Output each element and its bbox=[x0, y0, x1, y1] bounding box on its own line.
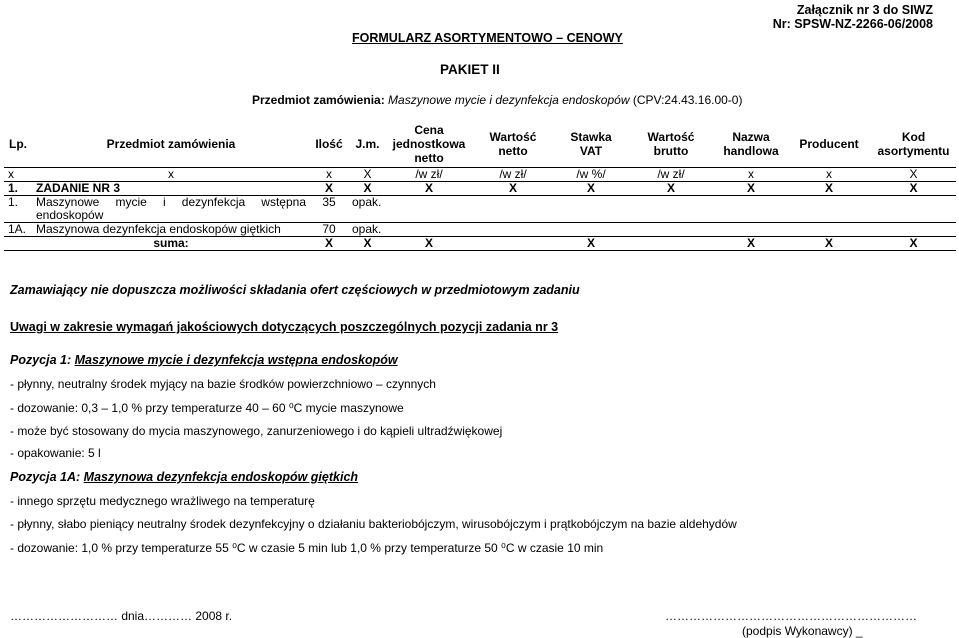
list-item: - płynny, neutralny środek myjący na bazie środków powierzchniowo – czynnych bbox=[10, 377, 436, 391]
position-1a-label: Pozycja 1A: bbox=[10, 470, 81, 484]
table-header-row bbox=[4, 121, 956, 168]
table-cell: /w zł/ bbox=[627, 168, 715, 182]
table-cell: X bbox=[787, 182, 871, 196]
signature-label: (podpis Wykonawcy) _ bbox=[742, 624, 863, 638]
annex-line-1: Załącznik nr 3 do SIWZ bbox=[796, 3, 933, 17]
table-cell: X bbox=[310, 182, 348, 196]
table-cell: X bbox=[787, 237, 871, 251]
position-1a-title: Maszynowa dezynfekcja endoskopów giętkich bbox=[83, 470, 359, 484]
signature-line: ……………………………………………………… bbox=[665, 609, 917, 623]
col-header-product-code: Kod asortymentu bbox=[871, 121, 956, 168]
table-cell: /w %/ bbox=[555, 168, 627, 182]
list-item: - płynny, słabo pieniący neutralny środek dezynfekcyjny o działaniu bakteriobójczym, wirusobójczym i prątkobójczym na bazie aldehydów bbox=[10, 517, 737, 531]
position-1-label: Pozycja 1: bbox=[10, 353, 72, 367]
table-cell: x bbox=[310, 168, 348, 182]
table-cell: Maszynowe mycie i dezynfekcja wstępna endoskopów bbox=[32, 196, 310, 223]
col-header-unit: J.m. bbox=[348, 121, 387, 168]
table-cell: X bbox=[348, 237, 387, 251]
list-item: - opakowanie: 5 l bbox=[10, 446, 101, 460]
col-header-subject: Przedmiot zamówienia bbox=[32, 121, 310, 168]
col-header-lp: Lp. bbox=[4, 121, 32, 168]
table-cell: X bbox=[715, 237, 787, 251]
table-cell: opak. bbox=[348, 196, 387, 223]
table-cell: X bbox=[627, 182, 715, 196]
col-header-qty: Ilość bbox=[310, 121, 348, 168]
price-table bbox=[4, 121, 956, 251]
table-cell: opak. bbox=[348, 223, 387, 237]
form-title: FORMULARZ ASORTYMENTOWO – CENOWY bbox=[352, 31, 623, 45]
table-cell: x bbox=[787, 168, 871, 182]
list-item: - dozowanie: 0,3 – 1,0 % przy temperaturze 40 – 60 ⁰C mycie maszynowe bbox=[10, 401, 404, 415]
table-cell: X bbox=[471, 182, 555, 196]
col-header-trade-name: Nazwa handlowa bbox=[715, 121, 787, 168]
position-1-heading bbox=[10, 353, 398, 367]
table-cell: X bbox=[715, 182, 787, 196]
subject-code: (CPV:24.43.16.00-0) bbox=[632, 93, 743, 107]
table-cell: 1. bbox=[4, 196, 32, 223]
annex-reference bbox=[773, 3, 933, 31]
subject-label: Przedmiot zamówienia: bbox=[252, 93, 385, 107]
table-cell: X bbox=[348, 168, 387, 182]
list-item: - innego sprzętu medycznego wrażliwego na temperaturę bbox=[10, 494, 315, 508]
table-cell: X bbox=[387, 182, 471, 196]
sum-row bbox=[4, 237, 956, 251]
units-row bbox=[4, 168, 956, 182]
list-item: - może być stosowany do mycia maszynowego, zanurzeniowego i do kąpieli ultradźwiękowej bbox=[10, 424, 503, 438]
col-header-vat-rate: Stawka VAT bbox=[555, 121, 627, 168]
subject-line bbox=[252, 93, 742, 107]
position-1a-heading bbox=[10, 470, 358, 484]
table-cell: 1A. bbox=[4, 223, 32, 237]
table-cell: 1. bbox=[4, 182, 32, 196]
table-cell: X bbox=[387, 237, 471, 251]
table-cell: X bbox=[310, 237, 348, 251]
partial-offers-note: Zamawiający nie dopuszcza możliwości składania ofert częściowych w przedmiotowym zadaniu bbox=[10, 283, 580, 297]
col-header-unit-price: Cena jednostkowa netto bbox=[387, 121, 471, 168]
table-cell: X bbox=[348, 182, 387, 196]
subject-value: Maszynowe mycie i dezynfekcja endoskopów bbox=[388, 93, 630, 107]
table-row bbox=[4, 223, 956, 237]
table-cell: Maszynowa dezynfekcja endoskopów giętkich bbox=[32, 223, 310, 237]
annex-line-2: Nr: SPSW-NZ-2266-06/2008 bbox=[772, 17, 933, 31]
table-row bbox=[4, 196, 956, 223]
table-cell: X bbox=[871, 168, 956, 182]
col-header-gross-value: Wartość brutto bbox=[627, 121, 715, 168]
sum-label: suma: bbox=[32, 237, 310, 251]
table-cell: X bbox=[555, 182, 627, 196]
col-header-producer: Producent bbox=[787, 121, 871, 168]
col-header-net-value: Wartość netto bbox=[471, 121, 555, 168]
table-cell: X bbox=[871, 237, 956, 251]
table-cell: ZADANIE NR 3 bbox=[32, 182, 310, 196]
table-cell: /w zł/ bbox=[387, 168, 471, 182]
table-cell: 70 bbox=[310, 223, 348, 237]
table-cell: x bbox=[715, 168, 787, 182]
table-cell: 35 bbox=[310, 196, 348, 223]
section-row bbox=[4, 182, 956, 196]
table-cell: x bbox=[32, 168, 310, 182]
quality-heading: Uwagi w zakresie wymagań jakościowych dotyczących poszczególnych pozycji zadania nr 3 bbox=[10, 320, 559, 334]
position-1-title: Maszynowe mycie i dezynfekcja wstępna endoskopów bbox=[74, 353, 398, 367]
table-cell: X bbox=[555, 237, 627, 251]
table-cell: X bbox=[871, 182, 956, 196]
table-cell: x bbox=[4, 168, 32, 182]
list-item: - dozowanie: 1,0 % przy temperaturze 55 ⁰C w czasie 5 min lub 1,0 % przy temperaturze 50 ⁰C w czasie 10 min bbox=[10, 541, 604, 555]
table-cell: /w zł/ bbox=[471, 168, 555, 182]
package-title: PAKIET II bbox=[440, 62, 500, 77]
date-line: ……………………… dnia………… 2008 r. bbox=[10, 609, 233, 623]
